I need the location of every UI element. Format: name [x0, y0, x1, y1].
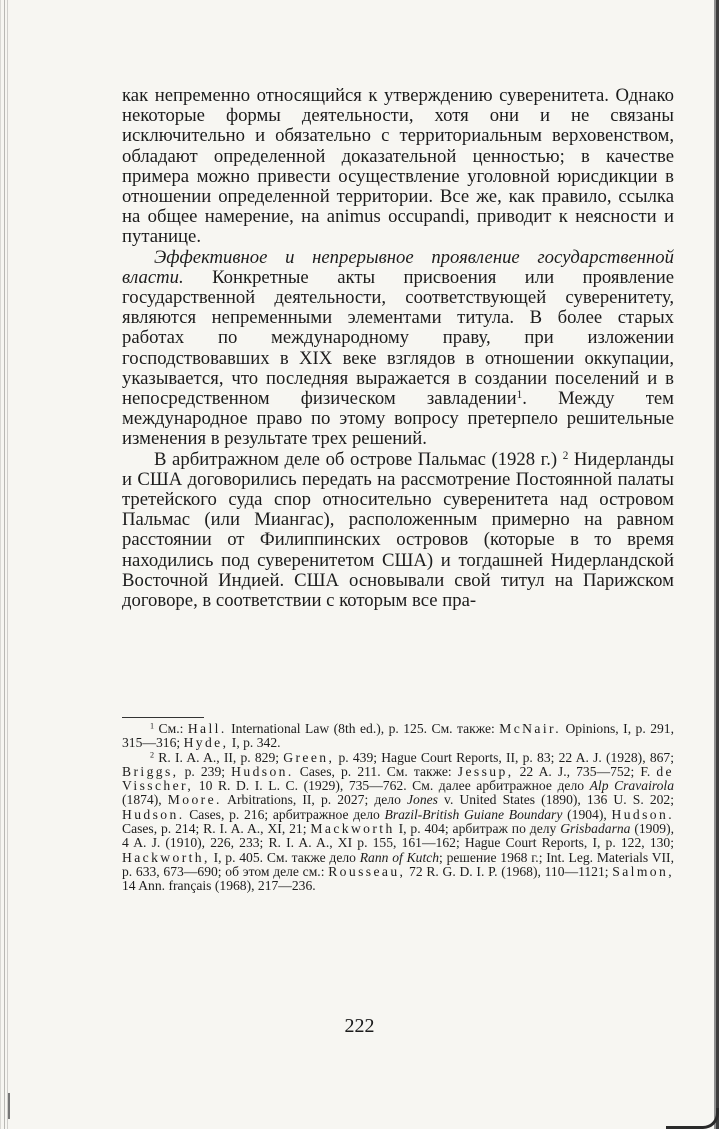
- footnote-author: Hackworth,: [122, 849, 210, 865]
- footnote-author: Hyde,: [183, 735, 229, 751]
- footnote-ref-1: 1: [516, 388, 523, 401]
- footnote-2-text: Cases, p. 214; R. I. A. A., XI, 21;: [122, 821, 311, 837]
- paragraph-2-tail: . Между тем международное право по этому вопросу претерпело решительные изменения в результате трех решений.: [122, 388, 674, 450]
- footnote-author: Moore.: [167, 792, 222, 808]
- footnote-author: McNair.: [499, 721, 561, 736]
- footnote-rule: [122, 717, 204, 718]
- footnote-author: Hudson.: [122, 806, 185, 822]
- footnote-2-text: I, p. 405. См. также дело: [209, 849, 360, 865]
- footnote-1-text: International Law (8th ed.), p. 125. См. также:: [226, 721, 500, 736]
- footnote-2-text: 22 A. J., 735—752; F.: [513, 763, 657, 779]
- scan-edge-right: [707, 0, 719, 1129]
- footnote-2-text: Arbitrations, II, p. 2027; дело: [221, 792, 407, 808]
- case-name: Rann of Kutch: [359, 849, 440, 865]
- footnote-author: de Visscher,: [122, 763, 674, 794]
- paragraph-3: [122, 450, 674, 612]
- footnote-2-text: Cases, p. 216; арбитражное дело: [184, 806, 385, 822]
- footnote-2-text: 10 R. D. I. L. C. (1929), 735—762. См. далее арбитражное дело: [193, 778, 590, 794]
- section-heading: Эффективное и непрерывное проявление государственной власти.: [122, 246, 674, 288]
- footnote-2-text: R. I. A. A., II, p. 829;: [154, 749, 284, 765]
- footnote-author: Hudson.: [231, 763, 294, 779]
- footnote-1-mark: 1: [150, 721, 155, 731]
- footnote-2-text: (1904),: [562, 806, 612, 822]
- footnote-2: [122, 751, 674, 894]
- footnote-2-text: 14 Ann. français (1968), 217—236.: [122, 878, 316, 894]
- paragraph-2: [122, 248, 674, 450]
- footnote-1-text: I, p. 342.: [228, 735, 281, 751]
- scan-mark-left: [8, 1093, 10, 1119]
- footnote-2-text: I, p. 404; арбитраж по делу: [394, 821, 561, 837]
- footnote-2-text: p. 239;: [178, 763, 232, 779]
- footnote-author: Rousseau,: [328, 863, 406, 879]
- footnote-2-text: Cases, p. 211. См. также:: [293, 763, 458, 779]
- footnote-author: Mackworth: [310, 821, 395, 837]
- footnote-1-text: См.:: [154, 721, 188, 736]
- paragraph-1: [122, 86, 674, 248]
- footnote-2-text: ; решение 1968 г.; Int. Leg. Materials VII, p. 633, 673—690; об этом деле см.:: [122, 849, 674, 879]
- page-number: 222: [344, 1015, 375, 1037]
- paragraph-3-text: Нидерланды и США договорились передать на рассмотрение Постоянной палаты третейского суда спор относительно суверенитета над островом Пальмас (или Миангас), расположенным примерно на равном расстоянии от Филиппинских островов (которые в то время находились под суверенитетом США) и тогдашней Нидерландской Восточной Индией. США основывали свой титул на Парижском договоре, в соответствии с которым все пра-: [122, 448, 674, 612]
- footnote-author: Hall.: [187, 721, 227, 736]
- footnote-author: Green,: [283, 749, 335, 765]
- footnote-author: Jessup,: [457, 763, 514, 779]
- case-name: Grisbadarna: [560, 821, 631, 837]
- footnote-2-mark: 2: [150, 750, 155, 760]
- footnote-author: Salmon,: [612, 863, 675, 879]
- paragraph-1-text: как непременно относящийся к утверждению суверенитета. Однако некоторые формы деятельности, хотя они и не связаны исключительно и обязательно с территориальным верховенством, обладают определенной доказательной ценностью; в качестве примера можно привести осуществление уголовной юрисдикции в отношении определенной территории. Все же, как правило, ссылка на общее намерение, на animus occupandi, приводит к неясности и путанице.: [122, 85, 674, 248]
- scan-corner-mark: [666, 1108, 719, 1129]
- footnote-2-text: v. United States (1890), 136 U. S. 202;: [437, 792, 675, 808]
- case-name: Jones: [406, 792, 438, 808]
- footnote-1: [122, 722, 674, 751]
- footnote-2-text: (1874),: [122, 792, 168, 808]
- paragraph-2-text: Конкретные акты присвоения или проявление государственной деятельности, соответствующей суверенитету, являются непременными элементами титула. В более старых работах по международному праву, при изложении господствовавших в XIX веке взглядов в отношении оккупации, указывается, что последняя выражается в создании поселений и в непосредственном физическом завладении: [122, 266, 674, 410]
- footnote-author: Hudson.: [611, 806, 674, 822]
- main-text: [122, 86, 674, 611]
- footnote-2-text: 72 R. G. D. I. P. (1968), 110—1121;: [405, 863, 613, 879]
- footnote-2-text: (1909), 4 A. J. (1910), 226, 233; R. I. A. A., XI p. 155, 161—162; Hague Court Reports, I, p. 122, 130;: [122, 821, 674, 851]
- footnote-2-text: p. 439; Hague Court Reports, II, p. 83; 22 A. J. (1928), 867;: [334, 749, 674, 765]
- footnote-ref-2: 2: [562, 449, 569, 462]
- footnotes: [122, 722, 674, 894]
- case-name: Brazil-British Guiane Boundary: [384, 806, 563, 822]
- case-name: Alp Cravairola: [589, 778, 674, 794]
- scan-edge-left: [0, 0, 14, 1129]
- footnote-author: Briggs,: [122, 763, 179, 779]
- footnote-1-text: Opinions, I, p. 291, 315—316;: [122, 721, 674, 751]
- paragraph-3-lead: В арбитражном деле об острове Пальмас (1928 г.): [154, 448, 563, 470]
